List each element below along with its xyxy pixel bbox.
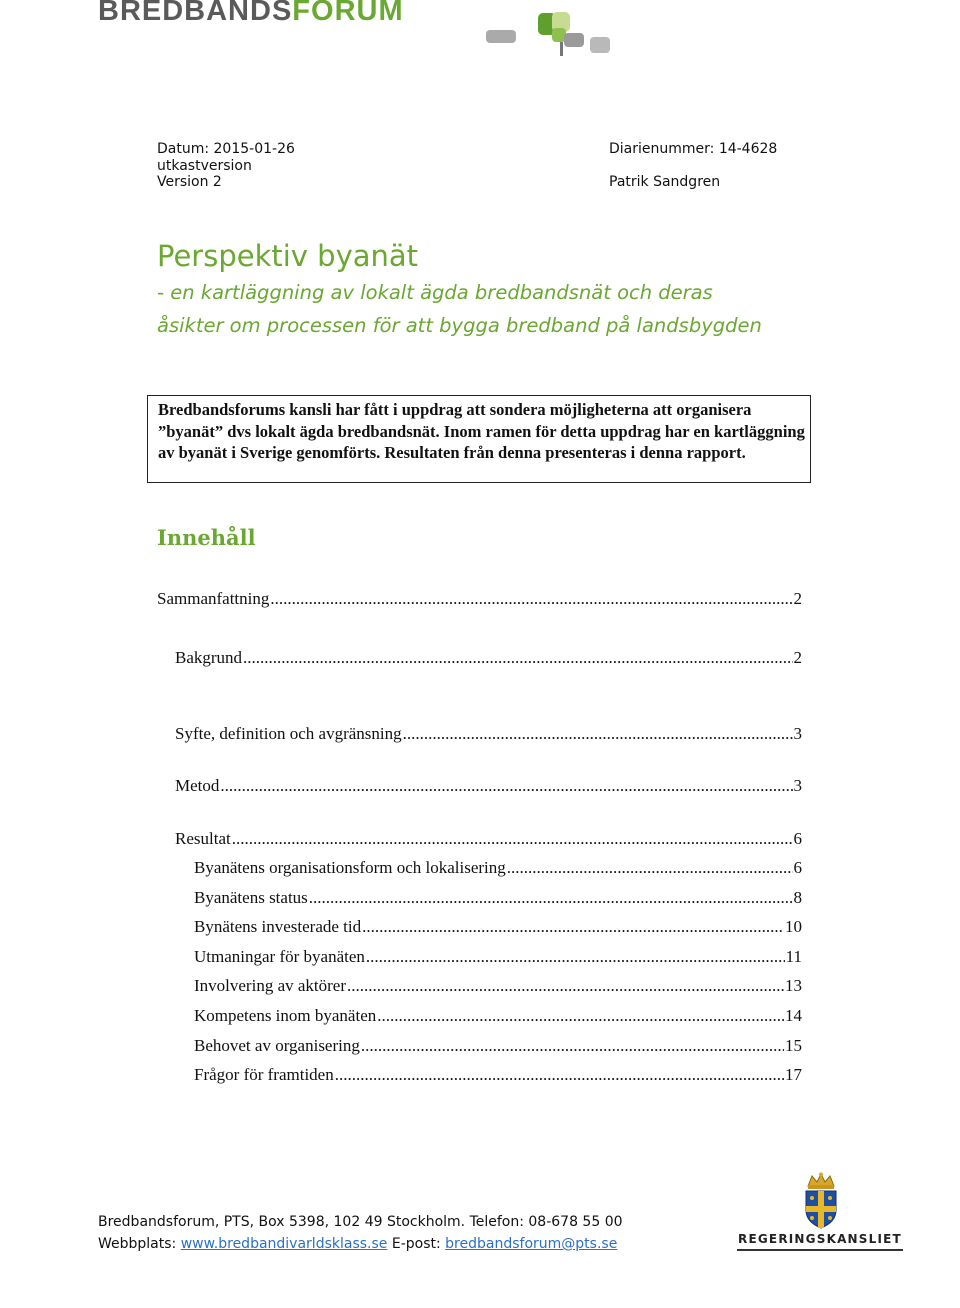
toc-entry-page: 2	[793, 589, 802, 608]
toc-entry-label: Byanätens organisationsform och lokalisering	[194, 858, 506, 877]
toc-entry-label: Frågor för framtiden	[194, 1065, 334, 1084]
toc-entry[interactable]	[157, 588, 802, 610]
toc-entry-label: Syfte, definition och avgränsning	[175, 724, 402, 743]
toc-entry[interactable]	[194, 1005, 802, 1027]
toc-entry[interactable]	[194, 946, 802, 968]
toc-entry-page: 11	[785, 947, 802, 966]
toc-leader	[335, 1064, 784, 1086]
toc-entry-page: 2	[793, 648, 802, 667]
subtitle-line-2: åsikter om processen för att bygga bredband på landsbygden	[157, 314, 762, 337]
toc-entry-page: 6	[793, 858, 802, 877]
toc-entry-label: Behovet av organisering	[194, 1036, 360, 1055]
toc-entry[interactable]	[194, 887, 802, 909]
toc-entry[interactable]	[175, 828, 802, 850]
footer-email-link[interactable]: bredbandsforum@pts.se	[445, 1236, 618, 1252]
toc-heading: Innehåll	[157, 525, 256, 550]
summary-box	[147, 395, 811, 483]
toc-leader	[403, 723, 793, 745]
subtitle-line-1: - en kartläggning av lokalt ägda bredbandsnät och deras	[157, 281, 713, 304]
toc-entry-page: 3	[793, 776, 802, 795]
toc-leader	[377, 1005, 784, 1027]
logo-text-dark: BREDBANDS	[98, 0, 293, 27]
footer-contact	[98, 1235, 617, 1253]
crown-shield-icon	[800, 1172, 842, 1234]
toc-entry-page: 6	[793, 829, 802, 848]
toc-leader	[220, 775, 792, 797]
bredbandsforum-logo	[98, 0, 404, 28]
toc-entry-label: Metod	[175, 776, 220, 795]
regeringskansliet-logo-text: REGERINGSKANSLIET	[738, 1232, 902, 1246]
toc-entry-page: 13	[785, 976, 802, 995]
summary-text: Bredbandsforums kansli har fått i uppdrag att sondera möjligheterna att organisera ”byanät” dvs lokalt ägda bredbandsnät. Inom ramen för detta uppdrag har en kartläggning av byanät i Sverige genomförts. Resultaten från denna presenteras i denna rapport.	[158, 400, 805, 462]
logo-divider	[737, 1249, 903, 1251]
toc-entry-page: 15	[785, 1036, 802, 1055]
toc-entry-label: Involvering av aktörer	[194, 976, 346, 995]
toc-entry-label: Sammanfattning	[157, 589, 270, 608]
toc-leader	[362, 916, 784, 938]
toc-entry-label: Byanätens status	[194, 888, 308, 907]
toc-leader	[347, 975, 784, 997]
toc-entry-label: Bynätens investerade tid	[194, 917, 362, 936]
toc-entry-page: 17	[785, 1065, 802, 1084]
leaves-logo-icon	[486, 0, 612, 62]
toc-entry-label: Kompetens inom byanäten	[194, 1006, 377, 1025]
diarienummer: Diarienummer: 14-4628	[609, 141, 778, 157]
toc-entry[interactable]	[194, 1064, 802, 1086]
author: Patrik Sandgren	[609, 174, 721, 190]
toc-entry[interactable]	[194, 857, 802, 879]
footer-web-label: Webbplats:	[98, 1236, 177, 1252]
toc-entry[interactable]	[175, 647, 802, 669]
toc-entry-label: Utmaningar för byanäten	[194, 947, 365, 966]
toc-entry-page: 14	[785, 1006, 802, 1025]
footer-address: Bredbandsforum, PTS, Box 5398, 102 49 Stockholm. Telefon: 08-678 55 00	[98, 1214, 623, 1230]
toc-entry[interactable]	[194, 916, 802, 938]
toc-entry-label: Bakgrund	[175, 648, 243, 667]
toc-leader	[243, 647, 792, 669]
page-title: Perspektiv byanät	[157, 239, 419, 273]
toc-leader	[366, 946, 785, 968]
toc-entry[interactable]	[194, 975, 802, 997]
toc-entry[interactable]	[175, 775, 802, 797]
toc-leader	[507, 857, 793, 879]
toc-entry-page: 8	[793, 888, 802, 907]
footer-email-label: E-post:	[391, 1236, 441, 1252]
logo-text-accent: FORUM	[292, 0, 404, 27]
toc-entry[interactable]	[175, 723, 802, 745]
toc-leader	[270, 588, 792, 610]
document-version: Version 2	[157, 174, 222, 190]
toc-entry[interactable]	[194, 1035, 802, 1057]
document-status: utkastversion	[157, 158, 252, 174]
toc-entry-label: Resultat	[175, 829, 231, 848]
toc-leader	[232, 828, 793, 850]
toc-entry-page: 10	[785, 917, 802, 936]
document-date: Datum: 2015-01-26	[157, 141, 295, 157]
toc-entry-page: 3	[793, 724, 802, 743]
toc-leader	[309, 887, 793, 909]
toc-leader	[361, 1035, 784, 1057]
footer-web-link[interactable]: www.bredbandivarldsklass.se	[180, 1236, 388, 1252]
